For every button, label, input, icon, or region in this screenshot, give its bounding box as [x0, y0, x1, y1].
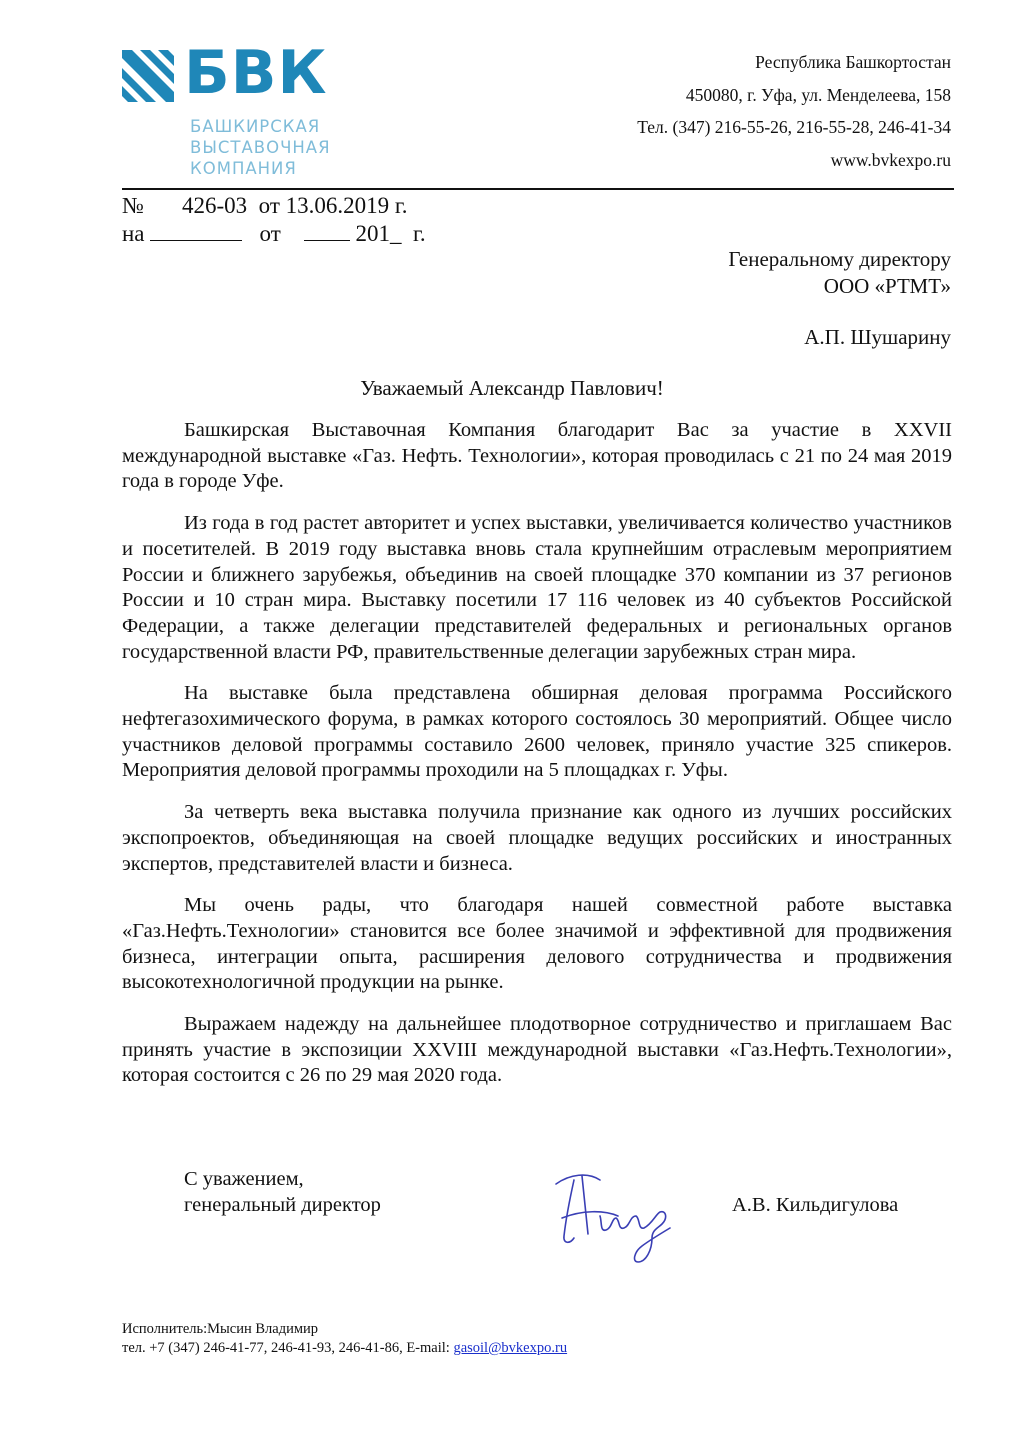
letter-body — [122, 418, 952, 1105]
body-paragraph: На выставке была представлена обширная деловая программа Российского нефтегазохимического форума, в рамках которого состоялось 30 мероприятий. Общее число участников деловой программы составило 2600 человек, приняло участие 325 спикеров. Мероприятия деловой программы проходили на 5 площадках г. Уфы. — [122, 682, 952, 782]
contact-phones: тел. +7 (347) 246-41-77, 246-41-93, 246-41-86, E-mail: — [122, 1340, 454, 1356]
body-paragraph: Мы очень рады, что благодаря нашей совместной работе выставка «Газ.Нефть.Технологии» становится все более значимой и эффективной для продвижения бизнеса, интеграции опыта, расширения делового сотрудничества и продвижения высокотехнологичной продукции на рынке. — [122, 894, 952, 994]
address-phones: Тел. (347) 216-55-26, 216-55-28, 246-41-34 — [637, 117, 951, 137]
reply-number-blank — [150, 222, 242, 241]
reply-from: от — [259, 221, 281, 246]
date-prefix: от — [258, 193, 280, 218]
address-region: Республика Башкортостан — [755, 52, 951, 72]
contact-line — [122, 1339, 567, 1358]
signoff-regards: С уважением, — [184, 1168, 304, 1190]
addressee-name: А.П. Шушарину — [804, 325, 951, 349]
addressee-company: ООО «РТМТ» — [823, 274, 951, 298]
signoff-title: генеральный директор — [184, 1194, 381, 1216]
logo-subtitle-line: БАШКИРСКАЯ — [190, 117, 321, 136]
addressee-position: Генеральному директору — [728, 247, 951, 271]
logo-subtitle-line: КОМПАНИЯ — [190, 159, 297, 178]
reply-suffix: г. — [413, 221, 426, 246]
salutation: Уважаемый Александр Павлович! — [360, 376, 664, 400]
company-address — [637, 46, 951, 176]
body-paragraph: За четверть века выставка получила признание как одного из лучших российских экспопроектов, объединяющая на своей площадке ведущих российских и иностранных экспертов, представителей власти и бизнеса. — [122, 801, 952, 875]
header-divider — [122, 188, 954, 190]
letter-reference — [122, 192, 426, 248]
company-logo — [122, 38, 362, 180]
addressee-block — [728, 246, 951, 351]
handwritten-signature — [548, 1158, 688, 1268]
signatory-name: А.В. Кильдигулова — [732, 1194, 899, 1216]
email-link[interactable]: gasoil@bvkexpo.ru — [453, 1340, 568, 1356]
outgoing-number-row — [122, 192, 426, 220]
reply-date-blank — [304, 222, 350, 241]
executor-line: Исполнитель:Мысин Владимир — [122, 1321, 319, 1337]
logo-wordmark: БВК — [184, 38, 328, 108]
reply-prefix: на — [122, 221, 145, 246]
letter-date: 13.06.2019 г. — [285, 193, 408, 218]
address-street: 450080, г. Уфа, ул. Менделеева, 158 — [685, 84, 951, 105]
footer-contacts — [122, 1320, 567, 1358]
body-paragraph: Башкирская Выставочная Компания благодарит Вас за участие в XXVII международной выставке «Газ. Нефть. Технологии», которая проводилась с 21 по 24 мая 2019 года в городе Уфе. — [122, 419, 952, 493]
number-sign: № — [122, 193, 144, 218]
reply-reference-row — [122, 220, 426, 248]
reply-year: 201_ — [355, 221, 402, 246]
body-paragraph: Выражаем надежду на дальнейшее плодотворное сотрудничество и приглашаем Вас принять участие в экспозиции XXVIII международной выставки «Газ.Нефть.Технологии», которая состоится с 26 по 29 мая 2020 года. — [122, 1013, 952, 1087]
logo-subtitle-line: ВЫСТАВОЧНАЯ — [190, 138, 331, 157]
address-website: www.bvkexpo.ru — [830, 149, 951, 170]
letter-number: 426-03 — [182, 193, 248, 218]
logo-subtitle — [190, 116, 331, 179]
body-paragraph: Из года в год растет авторитет и успех выставки, увеличивается количество участников и посетителей. В 2019 году выставка вновь стала крупнейшим отраслевым мероприятием России и ближнего зарубежья, объединив на своей площадке 370 компании из 37 регионов России и 10 стран мира. Выставку посетили 17 116 человек из 40 субъектов Российской Федерации, а также делегации представителей федеральных и региональных органов государственной власти РФ, правительственные делегации зарубежных стран мира. — [122, 512, 952, 663]
logo-stripes-icon — [122, 50, 174, 102]
signoff-block — [184, 1166, 381, 1218]
